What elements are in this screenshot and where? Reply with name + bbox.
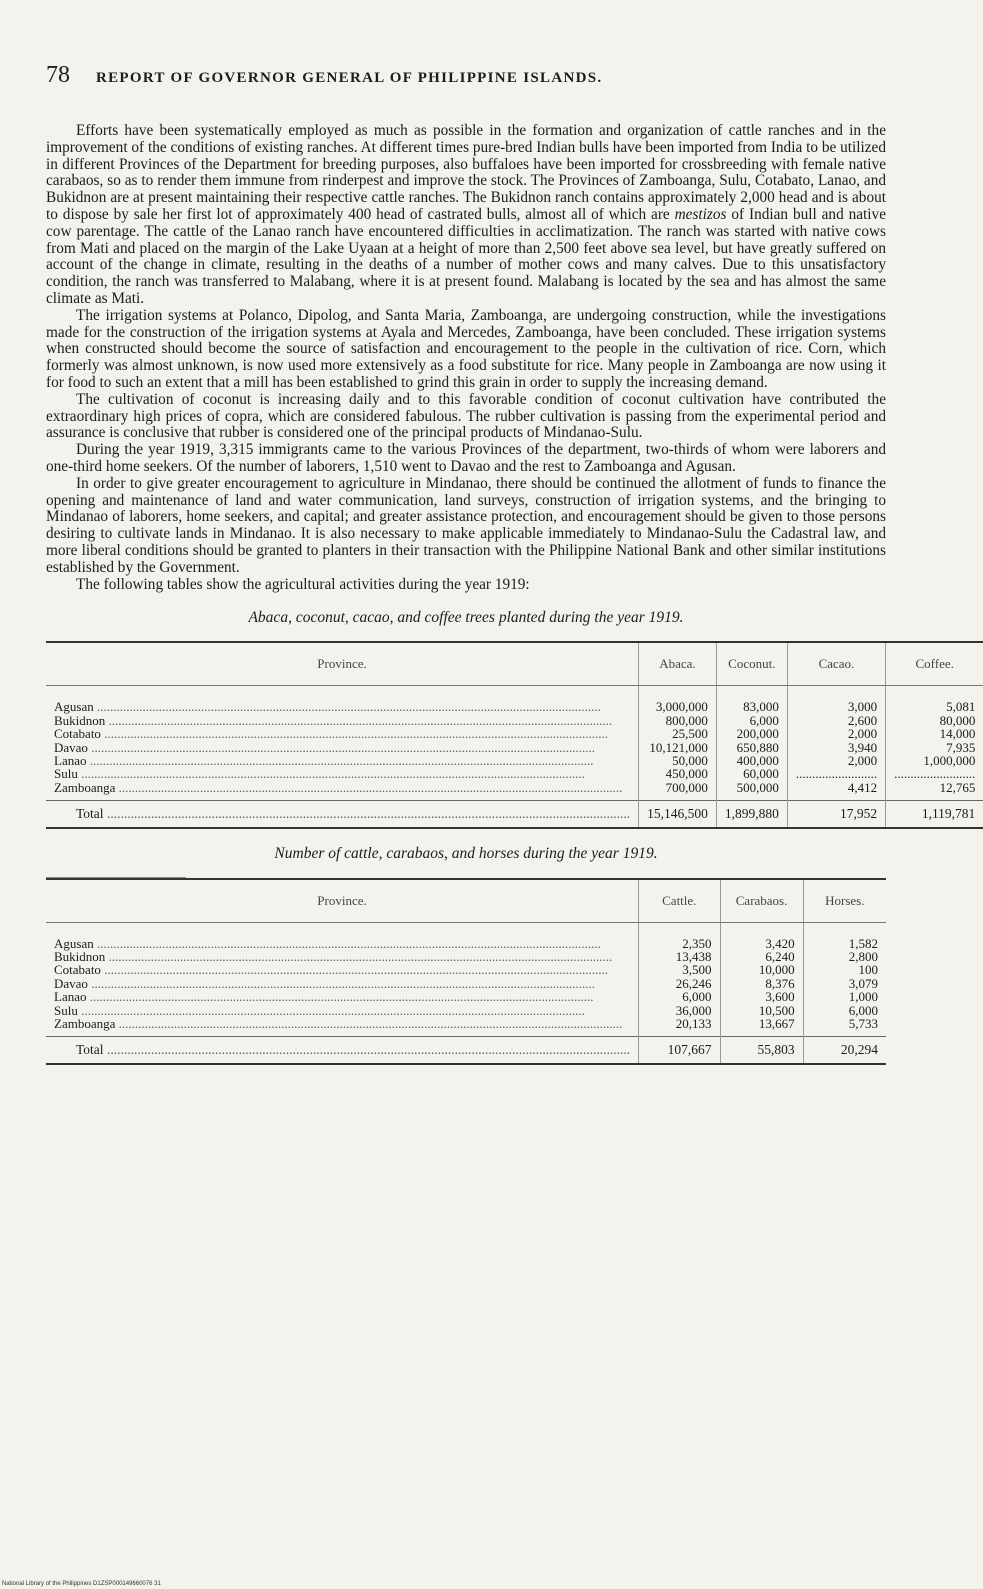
- table2-cell: 3,500: [682, 962, 712, 978]
- table1-province: Lanao .....: [54, 754, 630, 767]
- paragraph-coconut: The cultivation of coconut is increasing daily and to this favorable condition of coconut cultivation have contributed the extraordinary high prices of copra, which are considered fabulous. The rubber cultivation is passing from the experimental period and assurance is conclusive that rubber is considered one of the principal products of Mindanao-Sulu.: [46, 390, 886, 442]
- table2-cell: 13,667: [758, 1016, 795, 1031]
- table2-province: Bukidnon .....: [54, 950, 630, 963]
- table1-header-coconut: Coconut.: [716, 642, 787, 686]
- table1-cell: 2,600: [847, 712, 878, 728]
- table2-total-horses: 20,294: [803, 1037, 886, 1064]
- table1-province: Cotabato .....: [54, 727, 630, 740]
- table2-province: Davao .....: [54, 977, 630, 990]
- table1-cell: 3,000,000: [655, 699, 708, 715]
- table2-province: Sulu .....: [54, 1004, 630, 1017]
- table1-cell: 60,000: [743, 766, 779, 782]
- table2-title: Number of cattle, carabaos, and horses during the year 1919.: [274, 844, 658, 862]
- table2-header-cattle: Cattle.: [639, 879, 720, 923]
- table1-cell: 650,880: [736, 739, 779, 755]
- page-header: [46, 62, 886, 89]
- table2-cell: 1,000: [848, 989, 878, 1005]
- table2-cell: 26,246: [675, 975, 712, 991]
- table1-body: [46, 686, 983, 801]
- table1-province: Davao .....: [54, 741, 630, 754]
- table1-total-row: [46, 801, 983, 828]
- table1-cell: 10,121,000: [649, 739, 708, 755]
- table1-title: Abaca, coconut, cacao, and coffee trees planted during the year 1919.: [248, 609, 684, 627]
- table1-header-coffee: Coffee.: [886, 642, 983, 686]
- table1-cell: 200,000: [736, 726, 779, 742]
- table1-cell: 2,000: [847, 726, 878, 742]
- table1-total-label: Total .....: [46, 801, 639, 828]
- table2-total-row: [46, 1037, 886, 1064]
- table2-total-label: Total .....: [46, 1037, 639, 1064]
- table2-header-carabaos: Carabaos.: [720, 879, 803, 923]
- table2-cell: 10,000: [758, 962, 795, 978]
- table2-province: Agusan .....: [54, 937, 630, 950]
- table1-cell: 6,000: [749, 712, 779, 728]
- running-head: REPORT OF GOVERNOR GENERAL OF PHILIPPINE ISLANDS.: [96, 70, 603, 86]
- table2-header-province: Province.: [46, 879, 639, 923]
- table1-cell: 700,000: [665, 779, 708, 795]
- table1-cell: 83,000: [743, 699, 779, 715]
- table1-cell: 400,000: [736, 752, 779, 768]
- table1-province: Zamboanga .....: [54, 781, 630, 794]
- table2-cell: 13,438: [675, 948, 712, 964]
- table1-cacao-column: [787, 686, 885, 801]
- table1-cell: 4,412: [847, 779, 878, 795]
- scan-footer: National Library of the Philippines D1ZSP000149660076 31: [2, 1581, 161, 1587]
- table2-province-column: [46, 922, 639, 1037]
- table2-cell: 6,240: [765, 948, 795, 964]
- table1-cell: 500,000: [736, 779, 779, 795]
- table2-cell: 2,350: [682, 935, 712, 951]
- table2-province: Lanao .....: [54, 990, 630, 1003]
- table2-total-carabaos: 55,803: [720, 1037, 803, 1064]
- table2-total-cattle: 107,667: [639, 1037, 720, 1064]
- table2-cell: 1,582: [848, 935, 878, 951]
- table1-cell: 800,000: [665, 712, 708, 728]
- table2-cell: 2,800: [848, 948, 878, 964]
- table1-abaca-column: [639, 686, 717, 801]
- table1-province: Sulu .....: [54, 767, 630, 780]
- table1-cell: 3,000: [847, 699, 878, 715]
- table1-coffee-column: [886, 686, 983, 801]
- table1-cell: 25,500: [672, 726, 708, 742]
- table2-cell: 6,000: [682, 989, 712, 1005]
- table2-province: Cotabato .....: [54, 963, 630, 976]
- table1-total-cacao: 17,952: [787, 801, 885, 828]
- table1-total-coconut: 1,899,880: [716, 801, 787, 828]
- table1-province-column: [46, 686, 639, 801]
- table2-cell: 20,133: [675, 1016, 712, 1031]
- table1-dotted-cell: .........................: [894, 766, 976, 782]
- table1-header-row: [46, 642, 983, 686]
- table2-province: Zamboanga .....: [54, 1017, 630, 1030]
- paragraph-encouragement: In order to give greater encouragement to agriculture in Mindanao, there should be continued the allotment of funds to finance the opening and maintenance of land and water communication, land surveys, construction of irrigation systems, and the bringing to Mindanao of laborers, home seekers, and capital; and greater assistance protection, and encouragement should be given to those persons desiring to cultivate lands in Mindanao. It is also necessary to make applicable immediately to Mindanao-Sulu the Cadastral law, and more liberal conditions should be granted to planters in their transaction with the Philippine National Bank and other similar institutions established by the Government.: [46, 474, 886, 576]
- table2-cell: 8,376: [765, 975, 795, 991]
- table2-header-horses: Horses.: [803, 879, 886, 923]
- table1-province: Agusan .....: [54, 700, 630, 713]
- table1-coconut-column: [716, 686, 787, 801]
- table1-cell: 7,935: [946, 739, 976, 755]
- paragraph-immigrants: During the year 1919, 3,315 immigrants came to the various Provinces of the department, two-thirds of whom were laborers and one-third home seekers. Of the number of laborers, 1,510 went to Davao and the rest to Zamboanga and Agusan.: [46, 441, 886, 475]
- table1-province: Bukidnon .....: [54, 714, 630, 727]
- table1-header-cacao: Cacao.: [787, 642, 885, 686]
- paragraph-cattle-ranches: Efforts have been systematically employed as much as possible in the formation and organization of cattle ranches and in the improvement of the conditions of existing ranches. At different times pure-bred Indian bulls have been imported from India to be utilized in different Provinces of the Department for breeding purposes, also buffaloes have been imported for crossbreeding with female native carabaos, so as to render them immune from rinderpest and improve the stock. The Provinces of Zamboanga, Sulu, Cotabato, Lanao, and Bukidnon are at present maintaining their respective cattle ranches. The Bukidnon ranch contains approximately 2,000 head and is about to dispose by sale her first lot of approximately 400 head of castrated bulls, almost all of which are mestizos of Indian bull and native cow parentage. The cattle of the Lanao ranch have encountered difficulties in acclimatization. The ranch was started with native cows from Mati and placed on the margin of the Lake Uyaan at a height of more than 2,500 feet above sea level, but have greatly suffered on account of the change in climate, resulting in the deaths of a number of mother cows and many calves. Due to this unsatisfactory condition, the ranch was transferred to Malabang, where it is at present found. Malabang is located by the sea and has almost the same climate as Mati.: [46, 122, 886, 307]
- page-number: 78: [46, 62, 70, 88]
- trees-planted-table: [46, 641, 983, 828]
- document-page: [46, 62, 976, 1065]
- table1-cell: 3,940: [847, 739, 878, 755]
- livestock-table: [46, 878, 886, 1065]
- table1-cell: 2,000: [847, 752, 878, 768]
- table1-cell: 450,000: [665, 766, 708, 782]
- table1-cell: 1,000,000: [923, 752, 976, 768]
- table2-carabaos-column: [720, 922, 803, 1037]
- table2-cell: 5,733: [848, 1016, 878, 1031]
- table1-cell: 50,000: [672, 752, 708, 768]
- table1-dotted-cell: .........................: [795, 766, 878, 782]
- table2-cell: 36,000: [675, 1002, 712, 1018]
- table1-total-abaca: 15,146,500: [639, 801, 717, 828]
- table2-body: [46, 922, 886, 1037]
- table1-cell: 5,081: [946, 699, 976, 715]
- table2-header-row: [46, 879, 886, 923]
- table1-cell: 80,000: [939, 712, 976, 728]
- paragraph-tables-intro: The following tables show the agricultural activities during the year 1919:: [76, 575, 530, 593]
- table2-cell: 3,600: [765, 989, 795, 1005]
- table2-cell: 6,000: [848, 1002, 878, 1018]
- table1-header-province: Province.: [46, 642, 639, 686]
- table2-cattle-column: [639, 922, 720, 1037]
- table1-cell: 14,000: [939, 726, 976, 742]
- table1-header-abaca: Abaca.: [639, 642, 717, 686]
- paragraph-irrigation: The irrigation systems at Polanco, Dipolog, and Santa Maria, Zamboanga, are undergoing construction, while the investigations made for the construction of the irrigation systems at Ayala and Mercedes, Zamboanga, have been concluded. These irrigation systems when constructed should become the source of satisfaction and encouragement to the people in the cultivation of rice. Corn, which formerly was almost unknown, is now used more extensively as a food substitute for rice. Many people in Zamboanga are now using it for food to such an extent that a mill has been established to grind this grain in order to supply the increasing demand.: [46, 306, 886, 391]
- table2-cell: 3,420: [765, 935, 795, 951]
- table2-cell: 3,079: [848, 975, 878, 991]
- table2-cell: 10,500: [758, 1002, 795, 1018]
- table1-cell: 12,765: [939, 779, 976, 795]
- table2-horses-column: [803, 922, 886, 1037]
- table1-total-coffee: 1,119,781: [886, 801, 983, 828]
- table2-cell: 100: [858, 962, 878, 978]
